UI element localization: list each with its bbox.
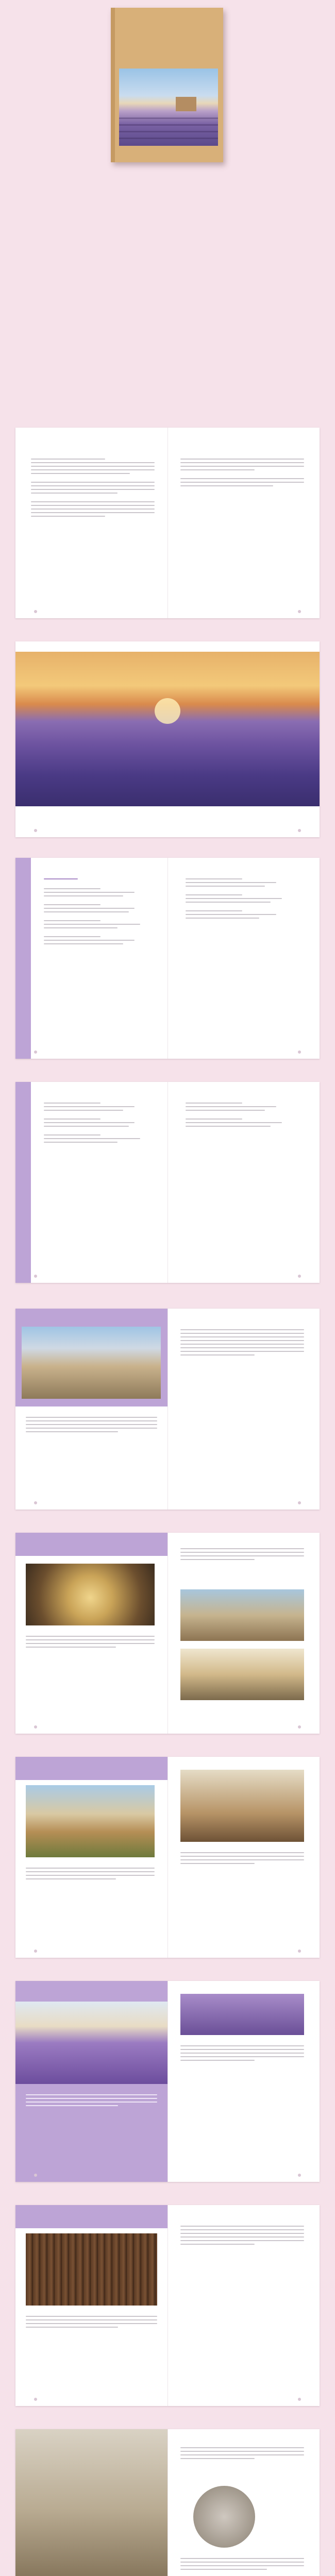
spread-stone-arch <box>15 1533 320 1734</box>
cover-lavender-photo <box>119 69 218 146</box>
stone-lane-photo <box>15 2429 167 2576</box>
lavender-sunset-photo <box>15 652 320 806</box>
book-title <box>111 33 223 36</box>
spread-toc-2 <box>15 1082 320 1283</box>
spread-toc-1 <box>15 858 320 1059</box>
spread-lavender-sunset <box>15 641 320 837</box>
spread-stone-lane <box>15 2429 320 2576</box>
spread-wine-cellar <box>15 2205 320 2406</box>
spread-palace <box>15 1309 320 1510</box>
wine-cellar-photo <box>26 2233 157 2306</box>
spread-hill-village <box>15 1757 320 1958</box>
spread-lavender-field <box>15 1981 320 2182</box>
lavender-field-photo <box>15 2002 167 2084</box>
palace-photo <box>22 1327 161 1399</box>
book-cover <box>111 8 223 162</box>
stone-arch-photo <box>26 1564 155 1625</box>
book-spine <box>111 8 115 162</box>
spread-intro-text <box>15 428 320 618</box>
hill-village-photo <box>26 1785 155 1857</box>
